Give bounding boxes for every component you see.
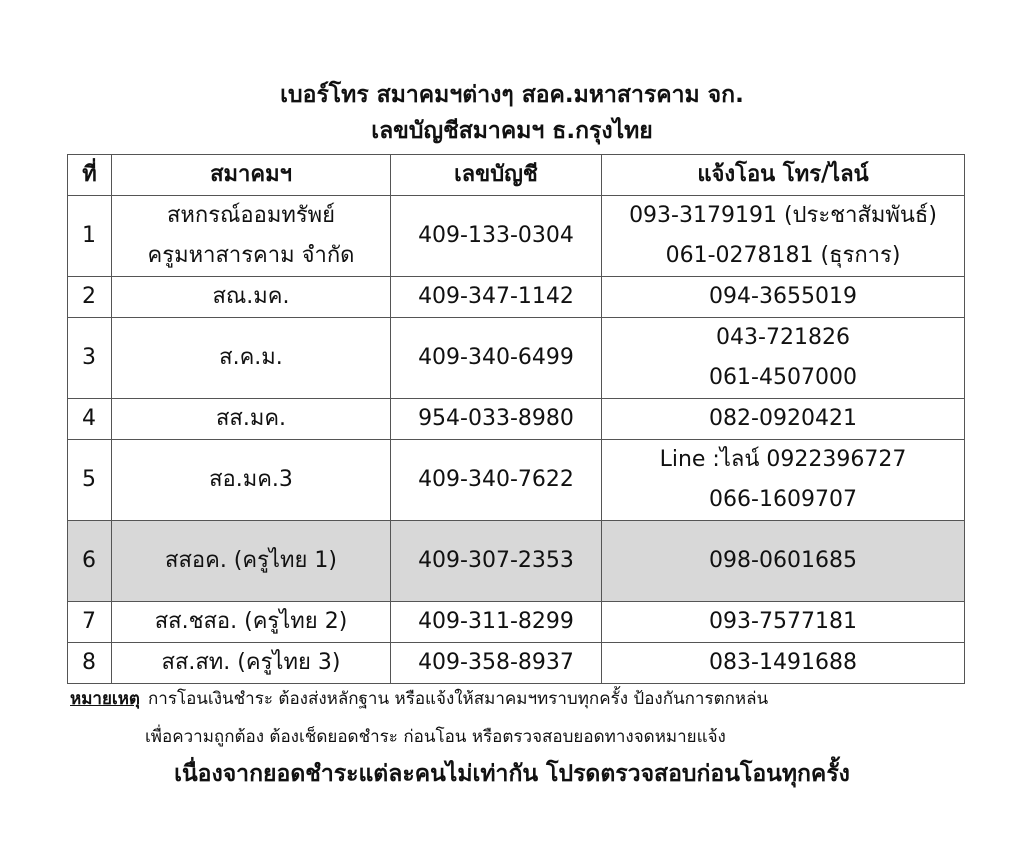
- contact-line: 082-0920421: [602, 399, 965, 440]
- association-cell: [112, 196, 391, 277]
- table-row: [68, 399, 965, 440]
- row-number: 1: [68, 196, 112, 277]
- contact-line: 083-1491688: [602, 643, 965, 684]
- column-header-number: ที่: [68, 155, 112, 196]
- contact-cell: [602, 318, 965, 399]
- contact-line: Line :ไลน์ 0922396727: [659, 447, 907, 472]
- table-row: [68, 602, 965, 643]
- contact-line: 043-721826: [716, 325, 850, 350]
- account-number: 409-133-0304: [391, 196, 602, 277]
- warning-text: เนื่องจากยอดชำระแต่ละคนไม่เท่ากัน โปรดตรวจสอบก่อนโอนทุกครั้ง: [174, 761, 850, 787]
- account-number: 409-358-8937: [391, 643, 602, 684]
- association-name: สส.สท. (ครูไทย 3): [112, 643, 391, 684]
- page-title: เบอร์โทร สมาคมฯต่างๆ สอค.มหาสารคาม จก.: [280, 82, 744, 108]
- association-name: สอ.มค.3: [112, 440, 391, 521]
- account-number: 409-340-6499: [391, 318, 602, 399]
- row-number: 8: [68, 643, 112, 684]
- association-name: สณ.มค.: [112, 277, 391, 318]
- association-accounts-table: [67, 154, 965, 684]
- account-number: 409-340-7622: [391, 440, 602, 521]
- row-number: 6: [68, 521, 112, 602]
- table-row: [68, 318, 965, 399]
- contact-line: 061-4507000: [709, 365, 857, 390]
- contact-line: 066-1609707: [709, 487, 857, 512]
- note-label: หมายเหตุ: [70, 689, 140, 709]
- row-number: 7: [68, 602, 112, 643]
- table-row: [68, 440, 965, 521]
- account-number: 409-307-2353: [391, 521, 602, 602]
- table-header-row: [68, 155, 965, 196]
- association-name: สสอค. (ครูไทย 1): [112, 521, 391, 602]
- column-header-contact: แจ้งโอน โทร/ไลน์: [602, 155, 965, 196]
- contact-line: 098-0601685: [602, 521, 965, 602]
- account-number: 409-347-1142: [391, 277, 602, 318]
- association-name-line: สหกรณ์ออมทรัพย์: [166, 203, 336, 228]
- row-number: 5: [68, 440, 112, 521]
- contact-line: 093-3179191 (ประชาสัมพันธ์): [629, 203, 937, 228]
- association-name-line: ครูมหาสารคาม จำกัด: [147, 243, 355, 268]
- row-number: 3: [68, 318, 112, 399]
- account-number: 954-033-8980: [391, 399, 602, 440]
- association-name: สส.ชสอ. (ครูไทย 2): [112, 602, 391, 643]
- account-number: 409-311-8299: [391, 602, 602, 643]
- table-row: [68, 643, 965, 684]
- contact-cell: [602, 196, 965, 277]
- contact-line: 093-7577181: [602, 602, 965, 643]
- note-line-2: เพื่อความถูกต้อง ต้องเช็ดยอดชำระ ก่อนโอน หรือตรวจสอบยอดทางจดหมายแจ้ง: [145, 727, 726, 747]
- association-name: ส.ค.ม.: [112, 318, 391, 399]
- association-name: สส.มค.: [112, 399, 391, 440]
- note-line-1: [70, 688, 768, 710]
- note-text-1: การโอนเงินชำระ ต้องส่งหลักฐาน หรือแจ้งให้สมาคมฯทราบทุกครั้ง ป้องกันการตกหล่น: [147, 689, 769, 709]
- row-number: 2: [68, 277, 112, 318]
- contact-line: 061-0278181 (ธุรการ): [665, 243, 901, 268]
- row-number: 4: [68, 399, 112, 440]
- table-row: [68, 277, 965, 318]
- page-subtitle: เลขบัญชีสมาคมฯ ธ.กรุงไทย: [371, 118, 653, 144]
- table-row-highlighted: [68, 521, 965, 602]
- contact-line: 094-3655019: [602, 277, 965, 318]
- column-header-account: เลขบัญชี: [391, 155, 602, 196]
- contact-cell: [602, 440, 965, 521]
- column-header-association: สมาคมฯ: [112, 155, 391, 196]
- table-row: [68, 196, 965, 277]
